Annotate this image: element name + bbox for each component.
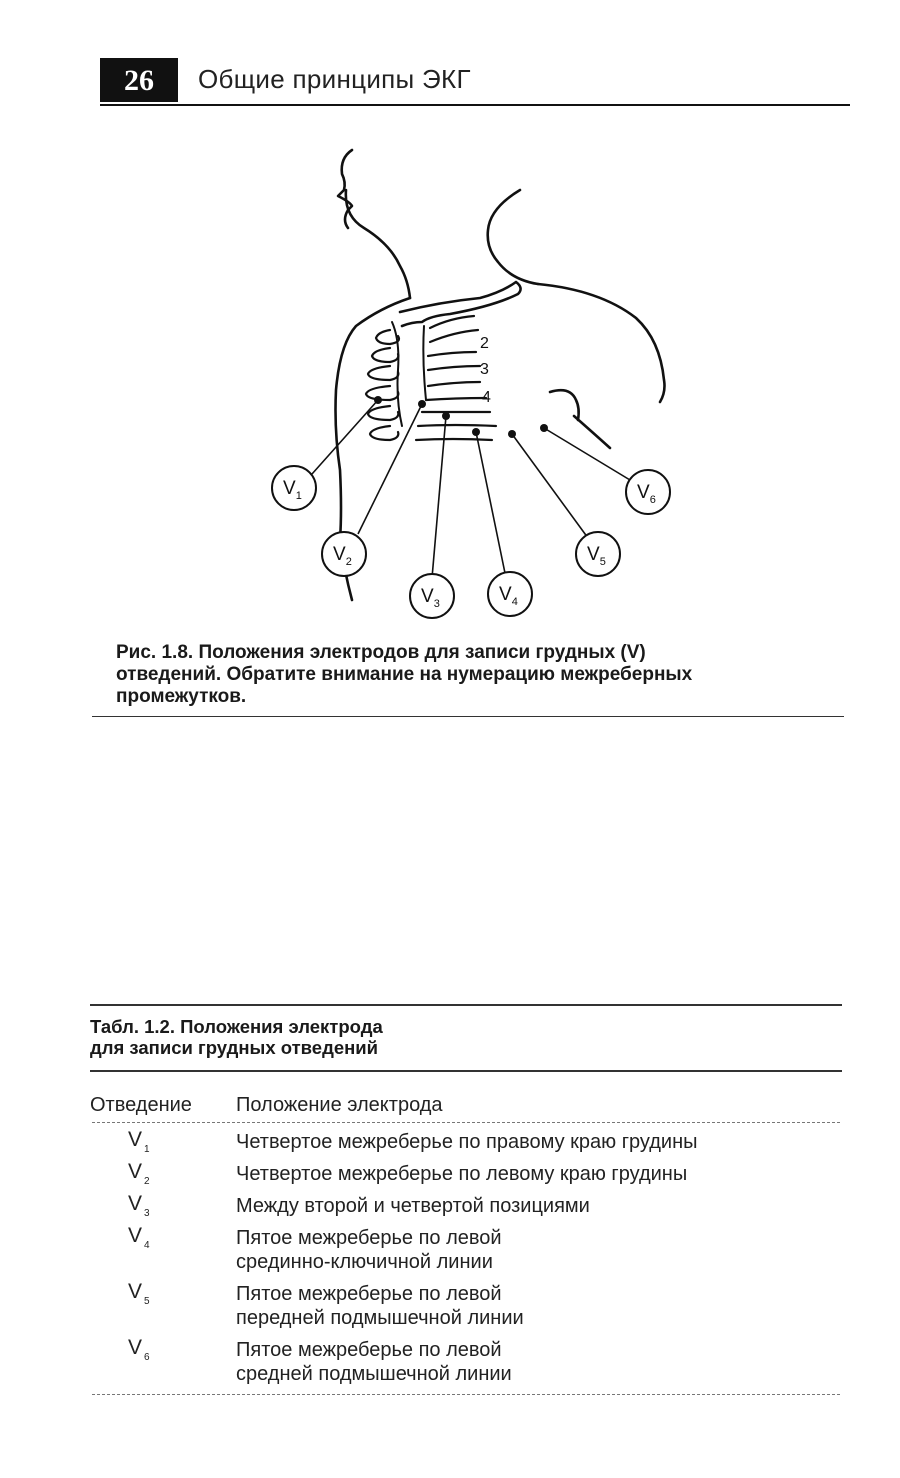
- table-row-position: Пятое межреберье по левой средней подмышечной линии: [236, 1339, 512, 1385]
- table-row-position: Пятое межреберье по левой передней подмышечной линии: [236, 1283, 524, 1329]
- caption-line: промежутков.: [116, 686, 247, 707]
- table-title: [90, 1016, 690, 1058]
- header-divider: [92, 1122, 840, 1123]
- face-outline: [338, 150, 352, 228]
- column-header-position: Положение электрода: [236, 1094, 443, 1116]
- table-row-lead: V $_6$: [128, 1336, 150, 1363]
- clavicle: [400, 282, 521, 326]
- chest-diagram: [240, 130, 700, 630]
- lead-circles: [272, 466, 670, 618]
- chest-electrode-figure: [240, 130, 700, 630]
- chapter-title: Общие принципы ЭКГ: [198, 64, 471, 94]
- neck-left: [346, 190, 410, 298]
- table-row-lead: V $_5$: [128, 1280, 150, 1307]
- table-row-position: Пятое межреберье по левой срединно-ключичной линии: [236, 1227, 502, 1273]
- lead-label-v4: $V_4$: [499, 584, 518, 608]
- page-number: 26: [100, 58, 178, 102]
- sternum-edge-right: [423, 326, 426, 400]
- lead-label-v3: $V_3$: [421, 586, 440, 610]
- caption-line: отведений. Обратите внимание на нумерацию межреберных: [116, 664, 693, 685]
- table-row-position: Между второй и четвертой позициями: [236, 1195, 590, 1217]
- table-bottom-rule: [92, 1394, 840, 1395]
- ribs-right-side: [366, 330, 399, 440]
- caption-line: Рис. 1.8. Положения электродов для записи грудных (V): [116, 642, 646, 663]
- caption-rule: [92, 716, 844, 717]
- running-header: [100, 58, 850, 106]
- table-row-lead: V $_3$: [128, 1192, 150, 1219]
- table-row-position: Четвертое межреберье по левому краю грудины: [236, 1163, 688, 1185]
- lead-label-v2: $V_2$: [333, 544, 352, 568]
- column-header-lead: Отведение: [90, 1094, 192, 1116]
- table-row-position: Четвертое межреберье по правому краю грудины: [236, 1131, 698, 1153]
- lead-label-v6: $V_6$: [637, 482, 656, 506]
- sternum-edge: [392, 322, 402, 426]
- table-top-rule: [90, 1004, 842, 1006]
- table-title-rule: [90, 1070, 842, 1072]
- rib-label-3: 3: [480, 361, 489, 378]
- table-row-lead: V $_2$: [128, 1160, 150, 1187]
- lead-label-v5: $V_5$: [587, 544, 606, 568]
- table-title-line: для записи грудных отведений: [90, 1037, 379, 1058]
- rib-label-2: 2: [480, 335, 489, 352]
- shoulder-right: [538, 284, 665, 402]
- rib-label-4: 4: [482, 389, 491, 406]
- armpit-line: [574, 416, 610, 448]
- table-row-lead: V $_4$: [128, 1224, 150, 1251]
- figure-caption: [116, 642, 846, 708]
- neck-right: [488, 190, 538, 284]
- lead-label-v1: $V_1$: [283, 478, 302, 502]
- table-row-lead: V $_1$: [128, 1128, 150, 1155]
- table-title-line: Табл. 1.2. Положения электрода: [90, 1016, 383, 1037]
